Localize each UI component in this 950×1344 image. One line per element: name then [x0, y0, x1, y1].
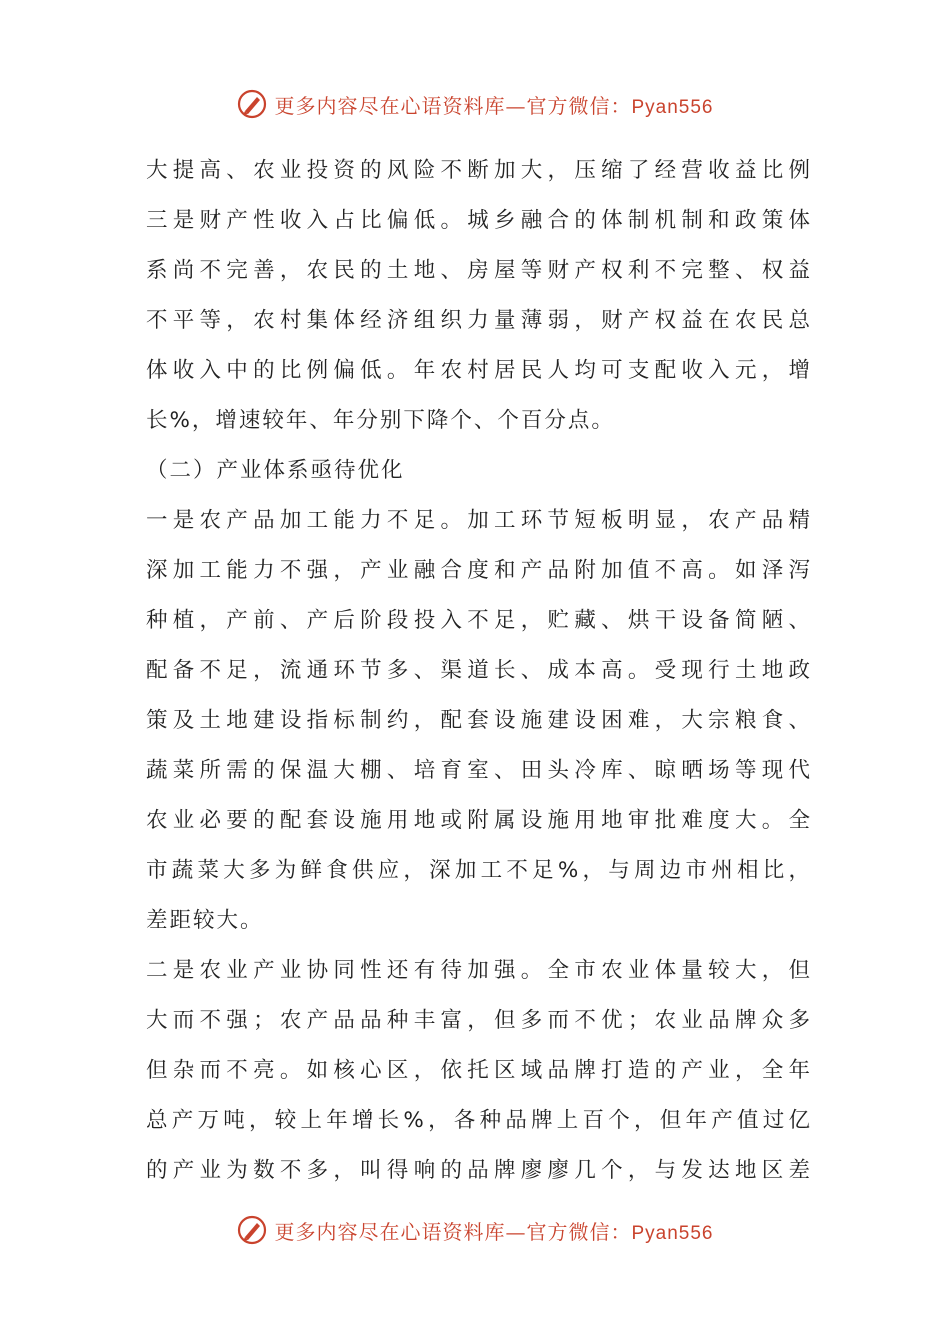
text-line: 大而不强；农产品品种丰富，但多而不优；农业品牌众多: [146, 1008, 810, 1033]
pen-logo-icon: [236, 88, 268, 120]
text-line: 策及土地建设指标制约，配套设施建设困难，大宗粮食、: [146, 708, 810, 733]
text-line: 总产万吨，较上年增长%，各种品牌上百个，但年产值过亿: [146, 1108, 810, 1133]
document-body: [146, 146, 810, 1196]
text-line: 蔬菜所需的保温大棚、培育室、田头冷库、晾晒场等现代: [146, 758, 810, 783]
text-line: 大提高、农业投资的风险不断加大，压缩了经营收益比例: [146, 158, 810, 183]
pen-logo-icon: [236, 1214, 268, 1246]
text-line: 深加工能力不强，产业融合度和产品附加值不高。如泽泻: [146, 558, 810, 583]
text-line: 长%，增速较年、年分别下降个、个百分点。: [146, 408, 615, 433]
wechat-id: Pyan556: [631, 1222, 714, 1244]
text-line: （二）产业体系亟待优化: [146, 458, 405, 483]
text-line: 不平等，农村集体经济组织力量薄弱，财产权益在农民总: [146, 308, 810, 333]
header-watermark-banner: [0, 84, 950, 124]
banner-text: 更多内容尽在心语资料库—官方微信：Pyan556: [274, 93, 714, 118]
text-line: 的产业为数不多，叫得响的品牌廖廖几个，与发达地区差: [146, 1158, 810, 1183]
text-line: 但杂而不亮。如核心区，依托区域品牌打造的产业，全年: [146, 1058, 810, 1083]
text-line: 一是农产品加工能力不足。加工环节短板明显，农产品精: [146, 508, 810, 533]
wechat-id: Pyan556: [631, 96, 714, 118]
text-line: 二是农业产业协同性还有待加强。全市农业体量较大，但: [146, 958, 810, 983]
banner-text: 更多内容尽在心语资料库—官方微信：Pyan556: [274, 1219, 714, 1244]
text-line: 配备不足，流通环节多、渠道长、成本高。受现行土地政: [146, 658, 810, 683]
text-line: 差距较大。: [146, 908, 264, 933]
text-line: 体收入中的比例偏低。年农村居民人均可支配收入元，增: [146, 358, 810, 383]
footer-watermark-banner: [0, 1210, 950, 1250]
text-line: 市蔬菜大多为鲜食供应，深加工不足%，与周边市州相比，: [146, 858, 810, 883]
text-line: 农业必要的配套设施用地或附属设施用地审批难度大。全: [146, 808, 810, 833]
text-line: 种植，产前、产后阶段投入不足，贮藏、烘干设备简陋、: [146, 608, 810, 633]
text-line: 系尚不完善，农民的土地、房屋等财产权利不完整、权益: [146, 258, 810, 283]
text-line: 三是财产性收入占比偏低。城乡融合的体制机制和政策体: [146, 208, 810, 233]
